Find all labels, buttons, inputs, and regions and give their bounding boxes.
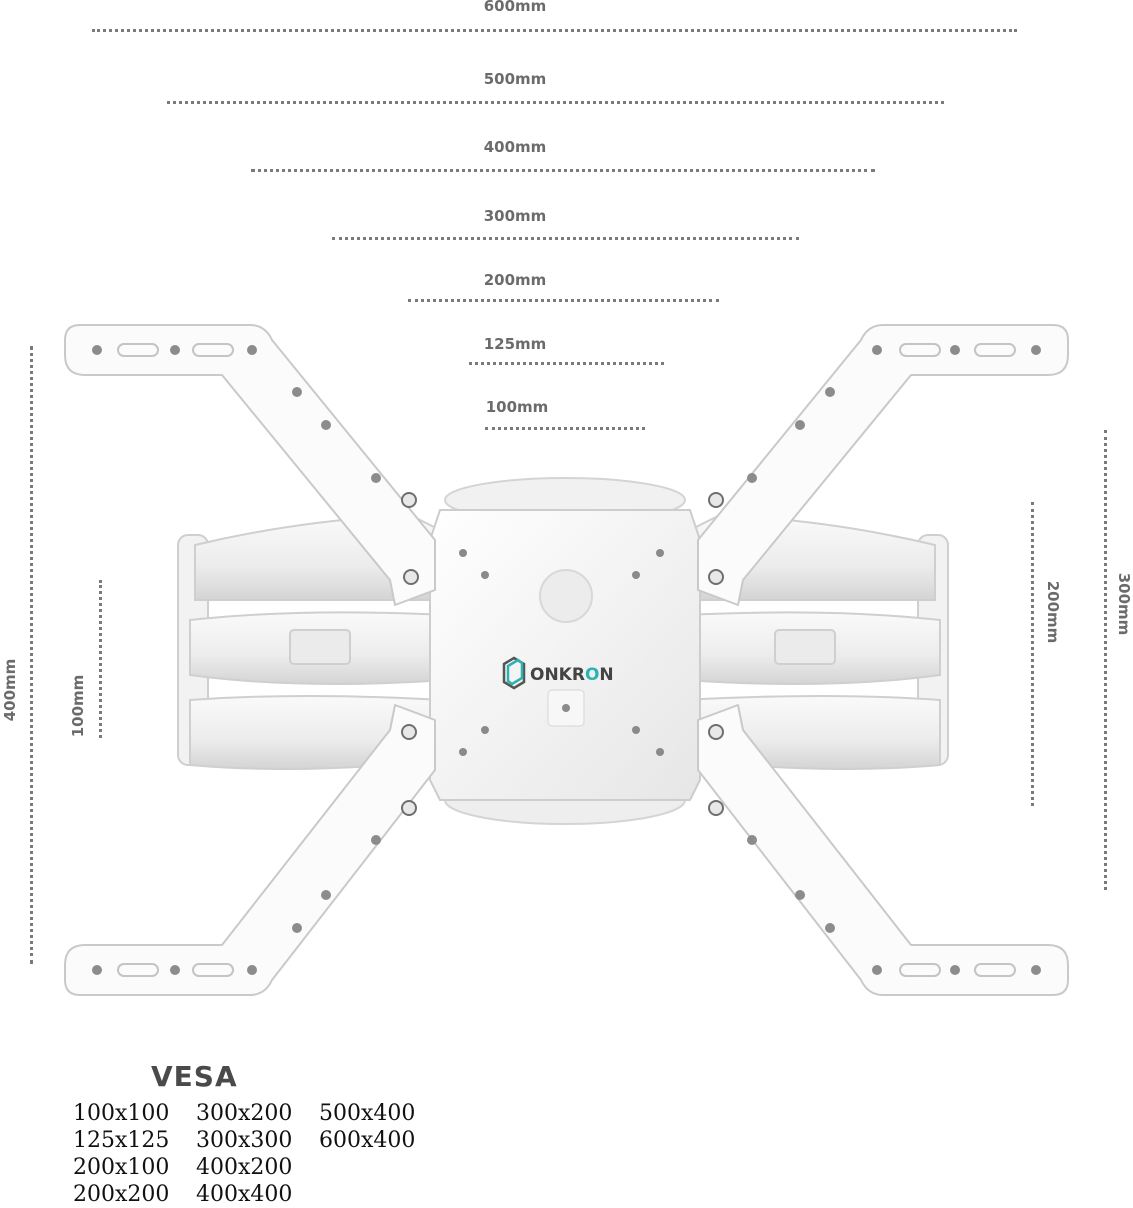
vesa-column-1	[73, 1100, 169, 1208]
vesa-size: 600x400	[319, 1128, 416, 1153]
dim-label-600mm: 600mm	[483, 0, 547, 15]
vesa-size: 400x200	[196, 1155, 293, 1180]
vesa-size: 100x100	[73, 1101, 170, 1126]
vesa-title: VESA	[151, 1060, 238, 1093]
dim-label-300mm: 300mm	[483, 207, 547, 225]
vesa-column-2	[196, 1100, 292, 1208]
svg-text:ONKRON	[530, 665, 614, 685]
vesa-size: 300x300	[196, 1128, 293, 1153]
vesa-column-3	[319, 1100, 415, 1154]
logo-text-suffix: N	[599, 665, 614, 685]
logo-text-prefix: ONKR	[530, 665, 585, 685]
vesa-size: 200x200	[73, 1182, 170, 1207]
vdim-label-300mm: 300mm	[1115, 572, 1133, 636]
dim-label-100mm: 100mm	[485, 398, 549, 416]
dim-label-400mm: 400mm	[483, 138, 547, 156]
dim-label-200mm: 200mm	[483, 271, 547, 289]
vesa-size: 125x125	[73, 1128, 170, 1153]
dim-label-500mm: 500mm	[483, 70, 547, 88]
vdim-label-400mm: 400mm	[1, 658, 19, 722]
vdim-label-200mm: 200mm	[1044, 580, 1062, 644]
logo-text-o: O	[584, 665, 600, 685]
vesa-size: 500x400	[319, 1101, 416, 1126]
vdim-label-100mm: 100mm	[69, 674, 87, 738]
vesa-size: 200x100	[73, 1155, 170, 1180]
vesa-size: 300x200	[196, 1101, 293, 1126]
vesa-size: 400x400	[196, 1182, 293, 1207]
dim-label-125mm: 125mm	[483, 335, 547, 353]
center-plate	[430, 510, 700, 800]
